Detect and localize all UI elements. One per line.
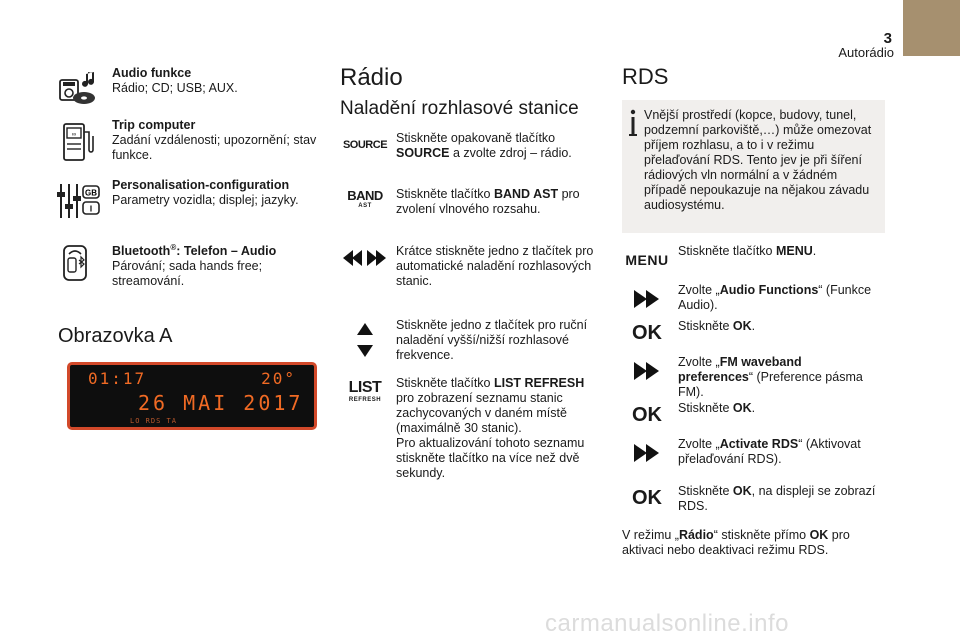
text-bold: BAND AST (493, 187, 559, 201)
text-bold: Rádio (678, 528, 714, 542)
forward-arrow-icon (622, 287, 672, 311)
text-post: . (751, 401, 756, 415)
rds-note (622, 528, 887, 558)
text-bold: LIST REFRESH (493, 376, 585, 390)
forward-arrow-icon (622, 359, 672, 383)
audio-icon (52, 66, 102, 112)
info-box (622, 100, 885, 233)
text-bold: MENU (775, 244, 813, 258)
text-bold: Activate RDS (719, 437, 799, 451)
step-text (678, 244, 878, 259)
section-title: Autorádio (838, 45, 894, 60)
source-button-icon (340, 133, 390, 157)
bluetooth-title: Bluetooth (112, 244, 171, 259)
step-text (678, 283, 878, 313)
text-pre: Stiskněte tlačítko (396, 187, 494, 201)
seek-arrows-icon (340, 246, 390, 270)
text-post: “ (Preference pásma FM). (678, 370, 863, 399)
text-bold: SOURCE (396, 146, 450, 160)
ok-label: OK (632, 403, 662, 426)
screen-a-heading: Obrazovka A (58, 325, 173, 347)
menu-item-audio (52, 66, 322, 116)
text-post: . (751, 319, 756, 333)
band-sublabel: AST (358, 203, 372, 209)
ok-button-icon (622, 403, 672, 427)
text-post: pro zobrazení seznamu stanic zachycovaných v daném místě (maximálně 30 stanic). (396, 391, 567, 435)
menu-item-desc: Zadání vzdálenosti; upozornění; stav funkce. (112, 133, 317, 162)
text-bold: OK (732, 401, 752, 415)
text-pre: Stiskněte tlačítko (396, 376, 494, 390)
chapter-tab (903, 0, 960, 56)
menu-item-title: Trip computer (112, 118, 196, 132)
row-text: Stiskněte jedno z tlačítek pro ruční naladění vyšší/nižší rozhlasové frekvence. (396, 318, 588, 362)
watermark: carmanualsonline.info (545, 610, 789, 637)
settings-sliders-icon (52, 178, 102, 224)
text-extra: Pro aktualizování tohoto seznamu stiskněte tlačítko na více než dvě sekundy. (396, 436, 585, 480)
text-post: “ (Aktivovat přelaďování RDS). (678, 437, 861, 466)
registered-mark: ® (170, 243, 177, 252)
menu-item-personalisation (52, 178, 322, 228)
text-pre: Stiskněte opakovaně tlačítko (396, 131, 556, 145)
band-label: BAND (347, 188, 383, 203)
list-refresh-button-icon (340, 379, 390, 406)
step-text (678, 437, 878, 467)
text-post: “ (Funkce Audio). (678, 283, 872, 312)
page-number: 3 (883, 30, 892, 47)
step-text (678, 484, 878, 514)
menu-item-desc: Rádio; CD; USB; AUX. (112, 81, 238, 95)
row-text (396, 376, 596, 481)
text-mid: “ stiskněte přímo (713, 528, 810, 542)
text-post: pro aktivaci nebo deaktivaci režimu RDS. (622, 528, 850, 557)
text-bold: FM waveband preferences (678, 355, 802, 384)
bluetooth-phone-icon (52, 240, 102, 286)
text-bold: OK (809, 528, 829, 542)
lcd-time: 01:17 (88, 369, 147, 388)
ok-button-icon (622, 486, 672, 510)
text-pre: Zvolte „ (678, 437, 720, 451)
list-wordmark (349, 381, 382, 407)
menu-label: MENU (625, 252, 669, 268)
menu-item-trip-computer (52, 118, 322, 168)
menu-button-icon (622, 248, 672, 272)
row-text (396, 187, 596, 217)
row-text (396, 131, 596, 161)
step-text (678, 401, 878, 416)
text-post: , na displeji se zobrazí RDS. (678, 484, 876, 513)
list-label: LIST (348, 379, 382, 396)
text-bold: Audio Functions (719, 283, 819, 297)
text-pre: Zvolte „ (678, 355, 720, 369)
menu-item-desc: Párování; sada hands free; streamování. (112, 259, 263, 289)
step-text (678, 355, 878, 400)
info-icon (626, 108, 640, 138)
menu-item-title: Audio funkce (112, 66, 192, 80)
text-post: . (812, 244, 817, 258)
trip-computer-icon (52, 118, 102, 164)
text-pre: Stiskněte tlačítko (678, 244, 776, 258)
row-text: Krátce stiskněte jedno z tlačítek pro automatické naladění rozhlasových stanic. (396, 244, 594, 288)
step-text (678, 319, 878, 334)
text-pre: Stiskněte (678, 401, 733, 415)
info-text: Vnější prostředí (kopce, budovy, tunel, podzemní parkoviště,…) může omezovat příjem rozhlasu, a to i v režimu přelaďování RDS. Tento jev je při šíření rádiových vln normální a v žádném případě nepoukazuje na nějakou závadu audiosystému. (644, 108, 872, 212)
ok-label: OK (632, 486, 662, 509)
menu-item-title (112, 240, 322, 259)
list-sublabel: REFRESH (348, 397, 382, 403)
forward-arrow-icon (622, 441, 672, 465)
lcd-flags: LO RDS TA (130, 417, 177, 425)
text-bold: OK (732, 484, 752, 498)
lcd-temperature: 20° (261, 369, 296, 388)
text-pre: V režimu „ (622, 528, 679, 542)
menu-item-title: Personalisation-configuration (112, 178, 290, 192)
bluetooth-title-rest: : Telefon – Audio (176, 244, 277, 259)
band-wordmark (347, 190, 383, 212)
text-pre: Stiskněte (678, 484, 733, 498)
text-bold: OK (732, 319, 752, 333)
text-pre: Stiskněte (678, 319, 733, 333)
band-button-icon (340, 189, 390, 213)
radio-heading: Rádio (340, 64, 403, 91)
svg-text:I: I (89, 204, 93, 214)
text-post: a zvolte zdroj – rádio. (449, 146, 572, 160)
svg-text:GB: GB (85, 188, 97, 198)
rds-heading: RDS (622, 64, 669, 89)
ok-button-icon (622, 321, 672, 345)
svg-text:∞: ∞ (71, 132, 77, 138)
radio-subheading: Naladění rozhlasové stanice (340, 98, 579, 119)
lcd-date: 26 MAI 2017 (138, 391, 304, 415)
up-down-arrows-icon (340, 320, 390, 360)
text-pre: Zvolte „ (678, 283, 720, 297)
menu-item-bluetooth (52, 240, 322, 290)
ok-label: OK (632, 321, 662, 344)
lcd-display (67, 362, 317, 430)
source-label: SOURCE (342, 138, 388, 151)
menu-item-desc: Parametry vozidla; displej; jazyky. (112, 193, 299, 207)
text-post: pro zvolení vlnového rozsahu. (396, 187, 580, 216)
